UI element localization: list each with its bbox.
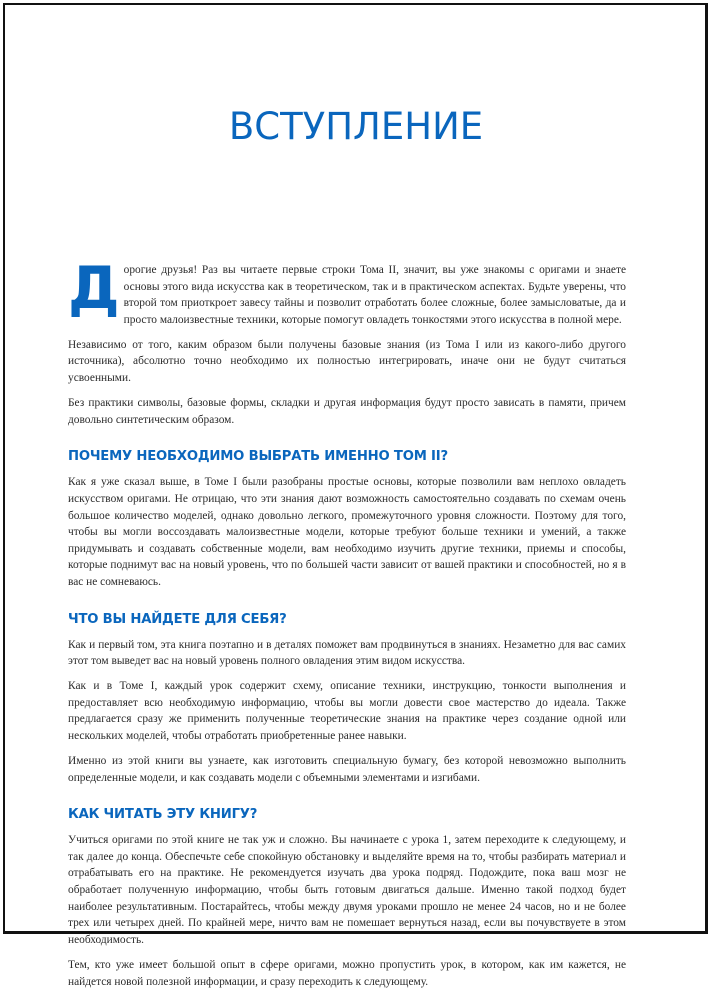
page-content: [68, 254, 626, 999]
section-paragraph: Учиться оригами по этой книге не так уж и сложно. Вы начинаете с урока 1, затем переходите к следующему, и так далее до конца. Обеспечьте себе спокойную обстановку и выделяйте время на то, чтобы разбирать материал и отрабатывать его на практике. Не рекомендуется изучать два урока подряд. Подождите, пока ваш мозг не обработает полученную информацию, чтобы быть готовым двигаться дальше. Именно такой подход будет наиболее результативным. Постарайтесь, чтобы между двумя уроками прошло не менее 24 часов, но и не более трех или четырех дней. По крайней мере, ничто вам не помешает вернуться назад, если вы почувствуете в этом необходимость.: [68, 834, 626, 946]
section-what-you-find: [68, 611, 626, 787]
section-paragraph: Именно из этой книги вы узнаете, как изготовить специальную бумагу, без которой невозможно выполнить определенные модели, и как создавать модели с объемными элементами и изгибами.: [68, 755, 626, 784]
drop-cap: Д: [68, 254, 120, 322]
section-why-volume-2: [68, 448, 626, 590]
intro-paragraph: [68, 254, 626, 328]
intro-paragraph: Независимо от того, каким образом были получены базовые знания (из Тома I или из какого-либо другого источника), абсолютно точно необходимо их полностью интегрировать, иначе они не будут считаться усвоенными.: [68, 338, 626, 385]
section-heading: ЧТО ВЫ НАЙДЕТЕ ДЛЯ СЕБЯ?: [68, 611, 287, 627]
section-heading: ПОЧЕМУ НЕОБХОДИМО ВЫБРАТЬ ИМЕННО ТОМ II?: [68, 449, 448, 465]
intro-paragraph-text: орогие друзья! Раз вы читаете первые строки Тома II, значит, вы уже знакомы с оригами и знаете основы этого вида искусства как в теоретическом, так и в практическом аспектах. Будьте уверены, что второй том приоткроет завесу тайны и позволит отработать более сложные, более замысловатые, да и просто малоизвестные техники, которые помогут овладеть тонкостями этого искусства в полной мере.: [123, 264, 626, 326]
section-heading: КАК ЧИТАТЬ ЭТУ КНИГУ?: [68, 807, 258, 823]
intro-paragraph: Без практики символы, базовые формы, складки и другая информация будут просто зависать в памяти, причем довольно синтетическим образом.: [68, 397, 626, 426]
section-paragraph: Тем, кто уже имеет большой опыт в сфере оригами, можно пропустить урок, в котором, как им кажется, не найдется новой полезной информации, и сразу переходить к следующему.: [68, 958, 626, 988]
section-paragraph: Как и в Томе I, каждый урок содержит схему, описание техники, инструкцию, тонкости выполнения и предоставляет всю необходимую информацию, чтобы вы могли довести свое мастерство до идеала. Также предлагается сразу же применить полученные теоретические знания на практике через создание одной или нескольких моделей, чтобы отработать приобретенные ранее навыки.: [68, 680, 626, 742]
page-title: ВСТУПЛЕНИЕ: [228, 104, 484, 148]
section-paragraph: Как я уже сказал выше, в Томе I были разобраны простые основы, которые позволили вам неплохо овладеть искусством оригами. Не отрицаю, что эти знания дают возможность самостоятельно создавать по схемам очень большое количество моделей, однако довольно легкого, промежуточного уровня сложности. Поэтому для того, чтобы вы могли воссоздавать малоизвестные модели, которые требуют больше техники и умений, а также придумывать и создавать собственные модели, вам необходимо изучить другие техники, приемы и способы, которые поднимут вас на новый уровень, что по большей части зависит от вашей практики и способностей, но я в вас не сомневаюсь.: [68, 476, 626, 588]
section-how-to-read: [68, 806, 626, 990]
section-paragraph: Как и первый том, эта книга поэтапно и в деталях поможет вам продвинуться в знаниях. Незаметно для вас самих этот том выведет вас на новый уровень полного овладения этим видом искусства.: [68, 638, 626, 668]
